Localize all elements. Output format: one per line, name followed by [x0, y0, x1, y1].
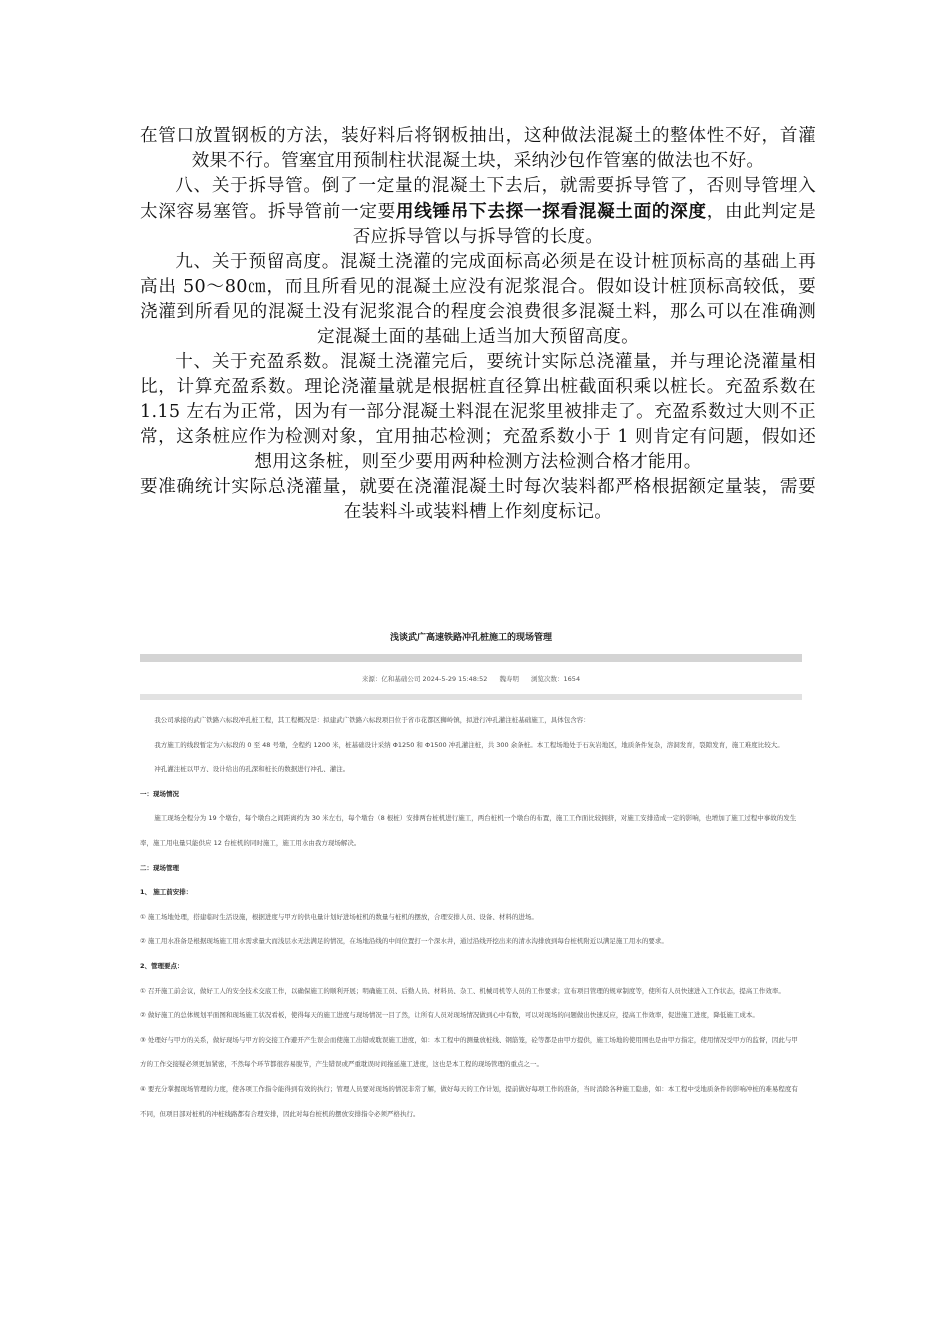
paragraph-3: 九、关于预留高度。混凝土浇灌的完成面标高必须是在设计桩顶标高的基础上再高出 50～80㎝，而且所看见的混凝土应没有泥浆混合。假如设计桩顶标高较低，要浇灌到所看见的混凝土没有泥浆混合的程度会浪费很多混凝土料，那么可以在准确测定混凝土面的基础上适当加大预留高度。: [140, 252, 816, 347]
paragraph-1: 在管口放置钢板的方法，装好料后将钢板抽出，这种做法混凝土的整体性不好，首灌效果不行。管塞宜用预制柱状混凝土块，采纳沙包作管塞的做法也不好。: [140, 126, 816, 171]
intro-2: 我方施工的线段暂定为六标段的 0 至 48 号墩，全程约 1200 米，桩基础设计采纳 Φ1250 和 Φ1500 冲孔灌注桩，共 300 余条桩。本工程场地处于石灰岩地区，地质条件复杂，溶洞发育，裂隙发育，施工难度比较大。: [154, 740, 784, 749]
main-text-section: [140, 124, 816, 525]
item-d3: ③ 处理好与甲方的关系，做好现场与甲方的交接工作避开产生误会而使施工出错或耽误施工进度，如：本工程中的测量放桩线、钢筋笼，砼等都是由甲方提供，施工场地的使用围也是由甲方指定，使用情况受甲方的监督，因此与甲方的工作交接疑必须更加紧密，不然每个环节都很容易脱节，产生错误或严重耽误时间拖延施工进度，这也是本工程的现场管理的重点之一。: [140, 1035, 798, 1069]
article-title: 浅谈武广高速铁路冲孔桩施工的现场管理: [389, 633, 552, 643]
section-1-text: 施工现场全程分为 19 个墩台，每个墩台之间距离约为 30 米左右，每个墩台（8 根桩）安排两台桩机进行施工，两台桩机一个墩台的布置，施工工作面比较拥挤，对施工安排造成一定的影响，也增加了施工过程中事故的发生率，施工用电量只能供应 12 台桩机的同时施工，施工用水由我方现场解决。: [140, 814, 797, 847]
item-c1: ① 施工场地处理，搭建临时生活设施，根据进度与甲方的供电量计划好进场桩机的数量与桩机的摆放，合理安排人员、设备、材料的进场。: [140, 912, 538, 921]
intro-1: 我公司承接的武广铁路六标段冲孔桩工程，其工程概况是：拟建武广铁路六标段项目位于省市花都区狮岭镇，拟进行冲孔灌注桩基础施工，具体包含容：: [154, 716, 590, 724]
paragraph-5: 要准确统计实际总浇灌量，就要在浇灌混凝土时每次装料都严格根据额定量装，需要在装料斗或装料槽上作刻度标记。: [140, 477, 816, 522]
item-d4: ④ 要充分掌握现场管理的力度，使各项工作指令能得到有效的执行；管理人员要对现场的情况非常了解，做好每天的工作计划，提前做好每项工作的准备，当时消除各种施工隐患，如：本工程中受地质条件的影响冲桩的难易程度有不同，但项目部对桩机的冲桩线路都有合理安排，因此对每台桩机的摆放安排指令必须严格执行。: [140, 1084, 798, 1118]
article-meta: [140, 666, 802, 692]
item-c2: ② 施工用水准备是根据现场施工用水需求量大而浅层水无法满足的情况，在场地沿线的中间位置打一个深水井，通过沿线开挖出来的清水沟排放到每台桩机附近以满足施工用水的要求。: [140, 937, 668, 946]
meta-divider-bar: [140, 694, 802, 700]
heading-2-1: 1、 施工前安排：: [140, 888, 193, 897]
paragraph-2: [140, 174, 816, 250]
embedded-article: [140, 600, 802, 1126]
item-d2: ② 做好施工的总体规划平面图和现场施工状况看板，使得每天的施工进度与现场情况一目了然，让所有人员对现场情况做到心中有数，可以对现场的问题做出快速反应，提高工作效率，促进施工进度，降低施工成本。: [140, 1011, 759, 1020]
heading-2: 二：现场管理: [140, 863, 179, 872]
paragraph-2-bold: 用线锤吊下去探一探看混凝土面的深度: [395, 201, 707, 222]
title-divider-bar: [140, 654, 802, 662]
paragraph-2-text-a: 八、关于拆导管。倒了一定量的混凝土下去后，就需要拆导管了，否则导管埋入太深容易塞管。拆导管前一定要: [140, 176, 816, 222]
paragraph-4: 十、关于充盈系数。混凝土浇灌完后，要统计实际总浇灌量，并与理论浇灌量相比，计算充盈系数。理论浇灌量就是根据桩直径算出桩截面积乘以桩长。充盈系数在 1.15 左右为正常，因为有一部分混凝土料混在泥浆里被排走了。充盈系数过大则不正常，这条桩应作为检测对象，宜用抽芯检测；充盈系数小于 1 则肯定有问题，假如还想用这条桩，则至少要用两种检测方法检测合格才能用。: [140, 352, 816, 472]
paragraph-2-text-b: ，由此判定是否应拆导管以与拆导管的长度。: [352, 202, 816, 247]
intro-3: 冲孔灌注桩以甲方、设计给出的孔深和桩长的数据进行冲孔、灌注。: [154, 765, 350, 774]
article-body: [140, 708, 802, 1126]
meta-source: 来源：亿和基础公司 2024-5-29 15:48:52: [361, 675, 488, 683]
heading-2-2: 2、管理要点：: [140, 961, 184, 970]
item-d1: ① 召开施工前会议，做好工人的安全技术交底工作，以确保施工的顺利开展；明确施工员、后勤人员、材料员、杂工、机械司机等人员的工作要求；宣布项目管理的规章制度等，使所有人员快速进入工作状态，提高工作效率。: [140, 986, 785, 995]
heading-1: 一：现场情况: [140, 789, 179, 798]
meta-author: 魏寿明: [499, 675, 519, 683]
meta-views: 浏览次数：1654: [531, 675, 581, 683]
